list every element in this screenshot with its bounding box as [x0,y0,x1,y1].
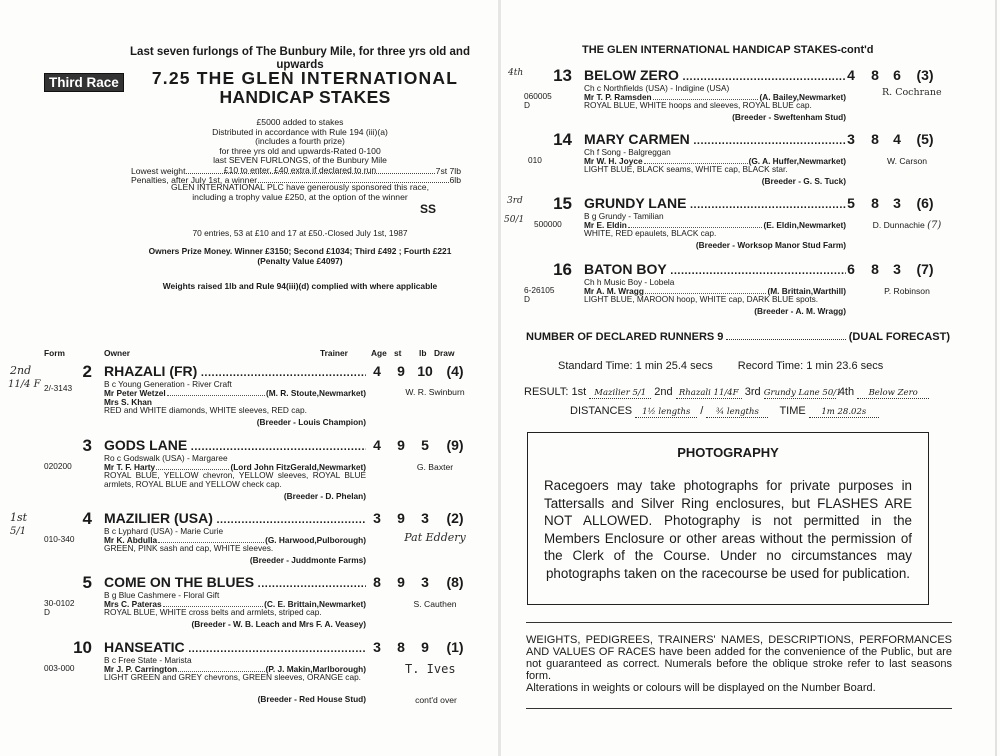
runner-colours: LIGHT GREEN and GREY chevrons, GREEN sleeves, ORANGE cap. [104,672,361,682]
runner-owner: Mr E. Eldin [584,220,627,230]
runner-jockey-handwritten: Pat Eddery [404,531,466,544]
runner-name: RHAZALI (FR) ..... [104,363,366,379]
penalties-value: 6lb [449,175,461,185]
runner-draw: (3) [916,67,934,83]
runner-trainer: (C. E. Brittain,Newmarket) [264,599,366,609]
photography-text: Racegoers may take photographs for private purposes in Tattersalls and Silver Ring enclosures, but FLASHES ARE NOT ALLOWED. Photography is not permitted in the Members Enclosure or other areas without the permission of the Clerk of the Course. Under no circumstances may photographs taken on the racecourse be used for publication. [544,478,912,581]
runner-owner: Mr T. F. Harty [104,462,156,472]
runner-owner: Mr Peter Wetzel [104,388,166,398]
runner-st: 9 [397,574,405,590]
runner-name: BELOW ZERO ..... [584,67,846,83]
race-title-line1: 7.25 THE GLEN INTERNATIONAL [151,68,459,88]
runner-form: 2/-3143 [44,383,73,393]
jockey-allowance-note: (7) [927,220,942,231]
condition-line: for three yrs old and upwards-Rated 0-100 [219,145,381,156]
handwritten-place: 4th [508,68,524,78]
runner-form: 003-000 [44,663,75,673]
penalties-label: Penalties, after July 1st, a winner [131,175,258,185]
runner-owner: Mr A. M. Wragg [584,286,644,296]
runner-colours: ROYAL BLUE, WHITE cross belts and armlets, striped cap. [104,607,322,617]
col-lb: lb [419,348,427,358]
runner-st: 9 [397,510,405,526]
runner-number: 13 [553,66,572,85]
runner-breeder: (Breeder - Worksop Manor Stud Farm) [695,240,846,250]
runner-breeding: B g Grundy - Tamilian [584,211,664,221]
col-trainer: Trainer [320,348,348,358]
runner-form: 500000 [534,219,562,229]
runner-entry [0,638,500,718]
contd-over: cont'd over [415,695,457,705]
result-first[interactable]: Mazilier 5/1 [589,388,651,399]
runner-breeding: B c Free State - Marista [104,655,192,665]
runner-draw: (6) [916,195,934,211]
runner-colours: GREEN, PINK sash and cap, WHITE sleeves. [104,543,274,553]
runner-jockey: P. Robinson [884,286,930,296]
runner-breeding: B g Blue Cashmere - Floral Gift [104,590,220,600]
photography-notice [527,432,929,605]
runner-name: MARY CARMEN ..... [584,131,846,147]
runner-form: 020200 [44,461,72,471]
runner-age: 3 [847,131,855,147]
runner-owner: Mr T. P. Ramsden [584,92,652,102]
handwritten-place: 1st [10,511,28,524]
runner-number: 14 [553,130,572,149]
condition-line: (includes a fourth prize) [255,136,345,147]
runner-draw: (5) [916,131,934,147]
col-form: Form [44,348,65,358]
runner-jockey: W. Carson [886,156,928,166]
runner-age: 8 [373,574,381,590]
runner-age: 6 [847,261,855,277]
photography-title: PHOTOGRAPHY [677,445,779,460]
ss-mark: SS [420,202,437,216]
col-draw: Draw [434,348,455,358]
runner-name: GODS LANE ..... [104,437,366,453]
runner-number: 4 [82,509,92,528]
handwritten-place: 3rd [507,196,523,206]
runner-jockey: S. Cauthen [413,599,457,609]
runner-breeding: B c Young Generation - River Craft [104,379,232,389]
lowest-weight-value: 7st 7lb [435,166,461,176]
runner-number: 16 [553,260,572,279]
runner-lb: 3 [893,261,901,277]
runner-name: HANSEATIC ..... [104,639,366,655]
runner-breeding: Ro c Godswalk (USA) - Margaree [104,453,228,463]
handwritten-place: 2nd [10,364,32,377]
runner-name: MAZILIER (USA) ..... [104,510,366,526]
runner-colours: LIGHT BLUE, BLACK seams, WHITE cap, BLACK star. [584,164,788,174]
runner-lb: 6 [893,67,901,83]
runner-name: BATON BOY ..... [584,261,846,277]
lowest-weight-label: Lowest weight [131,166,186,176]
runner-age: 3 [373,510,381,526]
runner-trainer: (E. Eldin,Newmarket) [763,220,846,230]
runner-breeding: Ch h Music Boy - Lobela [584,277,675,287]
col-st: st [394,348,402,358]
runner-form: 010-340 [44,534,75,544]
right-page [500,0,1000,756]
runner-st: 8 [871,195,879,211]
runner-form: 6-26105 D [524,285,555,304]
runner-owner: Mr J. P. Carrington [104,664,178,674]
runner-st: 9 [397,437,405,453]
runner-owner: Mr W. H. Joyce [584,156,643,166]
runner-breeding: Ch f Song - Balgreggan [584,147,671,157]
runner-colours: ROYAL BLUE, WHITE hoops and sleeves, ROYAL BLUE cap. [584,100,812,110]
runner-age: 4 [373,437,381,453]
runner-breeder: (Breeder - A. M. Wragg) [754,306,846,316]
runner-breeding: B c Lyphard (USA) - Marie Curie [104,526,224,536]
runner-lb: 9 [421,639,429,655]
divider [526,708,952,709]
runner-trainer: (G. Harwood,Pulborough) [265,535,366,545]
runner-name: GRUNDY LANE ..... [584,195,846,211]
race-title [142,69,468,107]
standard-time: Standard Time: 1 min 25.4 secs [558,360,713,372]
result-line: RESULT: 1st Mazilier 5/1 2nd Rhazali 11/4F 3rd Grundy Lane 50/1 4th Below Zero [524,386,929,399]
condition-line: Distributed in accordance with Rule 194 (iii)(a) [212,126,388,137]
runner-lb: 4 [893,131,901,147]
distances-line: DISTANCES 1½ lengths / ¾ lengths TIME 1m 28.02s [570,405,879,418]
runner-jockey-handwritten: R. Cochrane [882,87,942,98]
race-subtitle: Last seven furlongs of The Bunbury Mile, for three yrs old and upwards [130,46,470,71]
record-time: Record Time: 1 min 23.6 secs [737,360,884,372]
distance-1[interactable]: 1½ lengths [635,407,697,418]
result-third[interactable]: Grundy Lane 50/1 [763,388,842,398]
runner-number: 3 [82,436,92,455]
race-badge: Third Race [44,73,124,92]
runner-owner: Mrs C. Pateras [104,599,162,609]
runner-trainer: (M. Brittain,Warthill) [767,286,846,296]
result-second[interactable]: Rhazali 11/4F [676,388,742,399]
divider [526,622,952,623]
runner-entry [0,362,500,442]
col-age: Age [371,348,387,358]
runner-colours: ROYAL BLUE, YELLOW chevron, YELLOW sleeves, ROYAL BLUE armlets, ROYAL BLUE and YELLOW check cap. [104,470,366,490]
runner-draw: (9) [446,437,464,453]
runner-form: 010 [528,155,542,165]
runner-number: 15 [553,194,572,213]
race-times [558,360,883,372]
runner-number: 2 [82,362,92,381]
runner-co-owner: Mrs S. Khan [104,397,152,407]
condition-line: £5000 added to stakes [256,117,344,127]
runner-draw: (4) [446,363,464,379]
runner-age: 5 [847,195,855,211]
runner-breeder: (Breeder - W. B. Leach and Mrs F. A. Veasey) [191,619,366,629]
runner-st: 9 [397,363,405,379]
sponsor-note: GLEN INTERNATIONAL PLC have generously sponsored this race, including a trophy value £250, at the option of the winner [171,182,429,202]
winning-time[interactable]: 1m 28.02s [809,407,879,418]
runner-lb: 3 [421,510,429,526]
col-owner: Owner [104,348,131,358]
runner-lb: 3 [421,574,429,590]
result-fourth[interactable]: Below Zero [857,388,929,399]
runner-trainer: (G. A. Huffer,Newmarket) [748,156,846,166]
runner-jockey-handwritten: T. Ives [405,662,456,676]
runner-breeder: (Breeder - Juddmonte Farms) [249,555,366,565]
runner-breeding: Ch c Northfields (USA) - Indigine (USA) [584,83,730,93]
runner-form: 30-0102 D [44,598,75,617]
runner-entry [0,436,500,516]
runner-age: 4 [847,67,855,83]
declared-runners: NUMBER OF DECLARED RUNNERS 9 (DUAL FORECAST) [526,331,950,343]
runner-draw: (2) [446,510,464,526]
runner-owner: Mr K. Abdulla [104,535,158,545]
handwritten-odds: 11/4 F [8,379,41,390]
runner-draw: (8) [446,574,464,590]
runner-jockey: D. Dunnachie (7) [872,220,942,231]
runner-lb: 3 [893,195,901,211]
runner-breeder: (Breeder - Red House Stud) [257,694,366,704]
runner-form: 060005 D [524,91,552,110]
runner-trainer: (A. Bailey,Newmarket) [759,92,846,102]
runner-breeder: (Breeder - D. Phelan) [283,491,366,501]
runner-number: 5 [82,573,92,592]
runner-st: 8 [871,131,879,147]
prize-money: Owners Prize Money. Winner £3150; Second £1034; Third £492 ; Fourth £221 (Penalty Value £4097) [148,246,452,266]
runner-trainer: (P. J. Makin,Marlborough) [265,664,366,674]
weights-note: Weights raised 1lb and Rule 94(iii)(d) complied with where applicable [162,281,438,291]
runner-breeder: (Breeder - G. S. Tuck) [761,176,846,186]
runner-st: 8 [871,67,879,83]
runner-lb: 10 [417,363,433,379]
runner-age: 3 [373,639,381,655]
runner-draw: (7) [916,261,934,277]
runner-colours: LIGHT BLUE, MAROON hoop, WHITE cap, DARK BLUE spots. [584,294,819,304]
handwritten-odds: 50/1 [504,215,525,225]
entries-note: 70 entries, 53 at £10 and 17 at £50.-Closed July 1st, 1987 [192,228,408,238]
runner-breeder: (Breeder - Louis Champion) [256,417,366,427]
disclaimer: WEIGHTS, PEDIGREES, TRAINERS' NAMES, DESCRIPTIONS, PERFORMANCES AND VALUES OF RACES have been added for the convenience of the Public, but are not guaranteed as correct. Numerals before the oblique stroke refer to last seasons form. Alterations in weights or colours will be displayed on the Number Board. [526,634,952,694]
runner-trainer: (M. R. Stoute,Newmarket) [265,388,366,398]
continued-title: THE GLEN INTERNATIONAL HANDICAP STAKES-cont'd [582,44,874,56]
handwritten-odds: 5/1 [10,526,27,537]
runner-entry [480,260,980,340]
runner-lb: 5 [421,437,429,453]
runner-st: 8 [871,261,879,277]
race-title-line2: HANDICAP STAKES [219,87,391,107]
runner-st: 8 [397,639,405,655]
runner-jockey: W. R. Swinburn [405,387,465,397]
runner-name: COME ON THE BLUES ..... [104,574,366,590]
runner-draw: (1) [446,639,464,655]
runner-jockey: G. Baxter [416,462,454,472]
condition-line: £10 to enter, £40 extra if declared to run [223,164,377,175]
distance-2[interactable]: ¾ lengths [706,407,768,418]
runner-number: 10 [73,638,92,657]
runner-breeder: (Breeder - Sweftenham Stud) [732,112,846,122]
runner-colours: WHITE, RED epaulets, BLACK cap. [584,228,717,238]
condition-line: last SEVEN FURLONGS, of the Bunbury Mile [213,155,387,166]
runner-colours: RED and WHITE diamonds, WHITE sleeves, RED cap. [104,405,307,415]
runner-age: 4 [373,363,381,379]
runner-trainer: (Lord John FitzGerald,Newmarket) [230,462,366,472]
